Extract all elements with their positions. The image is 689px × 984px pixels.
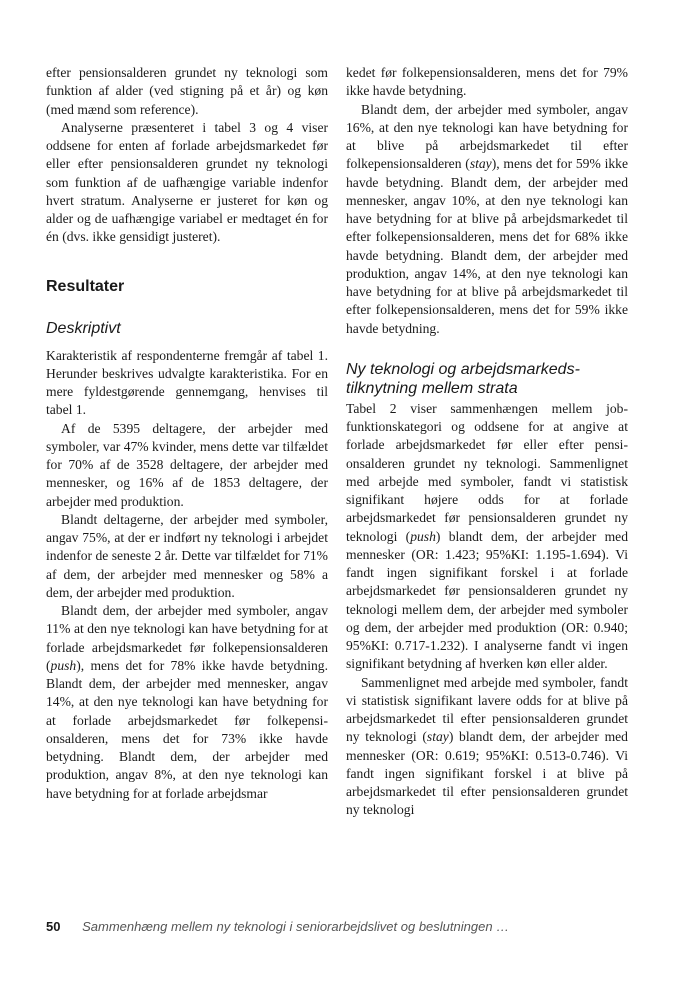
text-run: ), mens det for 59% ikke havde betydning. Blandt dem, der arbejder med mennesker, angav 10%, at den nye teknologi kan have betydning for at blive på arbejdsmarkedet til efter folkepensionsalderen, mens det for 68% ikke havde betydning. Blandt dem, der arbejder med produktion, angav 14%, at den nye teknologi kan have betydning for at blive på arbejdsmarkedet til efter folkepensionsalderen, mens det for 59% ikke havde betydning.	[346, 156, 628, 336]
paragraph	[346, 400, 628, 674]
page-number: 50	[46, 919, 61, 934]
right-column	[346, 64, 628, 820]
text-run: Blandt dem, der arbejder med symboler, angav 16%, at den nye teknologi kan have betydning for at blive på arbejdsmarkedet til efter folkepensionsalderen (	[346, 101, 628, 172]
italic-term: push	[410, 528, 436, 544]
text-run: ), mens det for 78% ikke havde betydning. Blandt dem, der arbejder med mennesker, angav 14%, at den nye teknologi kan have betydning for at forlade arbejdsmarkedet før folkepensionsalderen, mens det for 73% ikke havde betydning. Blandt dem, der arbejder med produktion, angav 8%, at den nye teknologi kan have betydning for at forlade arbejdsmar	[46, 657, 328, 801]
paragraph	[346, 101, 628, 338]
paragraph: Blandt deltagerne, der arbejder med symboler, angav 75%, at der er indført ny teknologi i arbejdet indenfor de seneste 2 år. Dette var tilfældet for 71% af dem, der arbejder med mennesker og 58% a dem, der arbejder med produktion.	[46, 511, 328, 600]
text-run: Tabel 2 viser sammenhængen mellem jobfunktionskategori og oddsene for at angive at forlade arbejdsmarkedet før eller efter pensionsalderen grundet ny teknologi. Sammenlignet med arbejde med symboler, fandt vi statistisk signifikant højere odds for at forlade arbejdsmarkedet før pensionsalderen grundet ny teknologi (	[346, 400, 628, 544]
italic-term: push	[50, 657, 77, 673]
paragraph: Af de 5395 deltagere, der arbejder med symboler, var 47% kvinder, mens dette var tilfældet for 70% af de 3528 deltagere, der arbejder med mennesker, og 16% af de 1853 deltagere, der arbejder med produktion.	[46, 420, 328, 509]
text-run: ) blandt dem, der arbejder med mennesker (OR: 1.423; 95%KI: 1.195-1.694). Vi fandt ingen signifikant forskel i at forlade arbejdsmarkedet før pensionsalderen grundet ny teknologi mellem dem, der arbejder med symboler og dem, der arbejder med produktion (OR: 0.940; 95%KI: 0.717-1.232). I analyserne fandt vi ingen signifikant betydning af hverken køn eller alder.	[346, 528, 628, 672]
page-footer	[46, 919, 646, 934]
paragraph: efter pensionsalderen grundet ny teknologi som funktion af alder (ved stigning på et år) og køn (med mænd som reference).	[46, 65, 328, 117]
subsection-heading-descriptive: Deskriptivt	[46, 319, 121, 337]
section-heading-results: Resultater	[46, 277, 125, 295]
paragraph: Analyserne præsenteret i tabel 3 og 4 viser oddsene for enten af forlade arbejdsmarkedet før eller efter pensionsalderen grundet ny teknologi som funktion af de uafhængige variable indenfor hvert stratum. Analyserne er justeret for køn og alder og de uafhængige variabel er medtaget én for én (dvs. ikke gensidigt justeret).	[46, 119, 328, 245]
text-run: Blandt dem, der arbejder med symboler, angav 11% at den nye teknologi kan have betydning for at forlade arbejdsmarkedet før folkepensionsalderen (	[46, 603, 328, 673]
paragraph: kedet før folkepensionsalderen, mens det for 79% ikke havde betydning.	[346, 65, 628, 99]
italic-term: stay	[469, 156, 492, 172]
italic-term: stay	[426, 729, 449, 745]
text-run: ) blandt dem, der arbejder med mennesker (OR: 0.619; 95%KI: 0.513-0.746). Vi fandt ingen signifikant forskel i at blive på arbejdsmarkedet til efter pensionsalderen grundet ny teknologi	[346, 729, 628, 818]
subsection-heading-strata	[346, 360, 628, 398]
paragraph: Karakteristik af respondenterne fremgår af tabel 1. Herunder beskrives udvalgte karakteristika. For en mere fyldestgørende gennemgang, henvises til tabel 1.	[46, 347, 328, 418]
heading-line: Ny teknologi og arbejdsmarkeds-	[346, 360, 580, 378]
heading-line: tilknytning mellem strata	[346, 379, 518, 397]
text-run: Sammenlignet med arbejde med symboler, fandt vi statistisk signifikant lavere odds for at blive på arbejdsmarkedet til efter pensionsalderen grundet ny teknologi (	[346, 674, 628, 745]
left-column	[46, 64, 328, 803]
running-title: Sammenhæng mellem ny teknologi i seniorarbejdslivet og beslutningen …	[82, 919, 510, 934]
paragraph	[346, 674, 628, 820]
paragraph	[46, 602, 328, 803]
